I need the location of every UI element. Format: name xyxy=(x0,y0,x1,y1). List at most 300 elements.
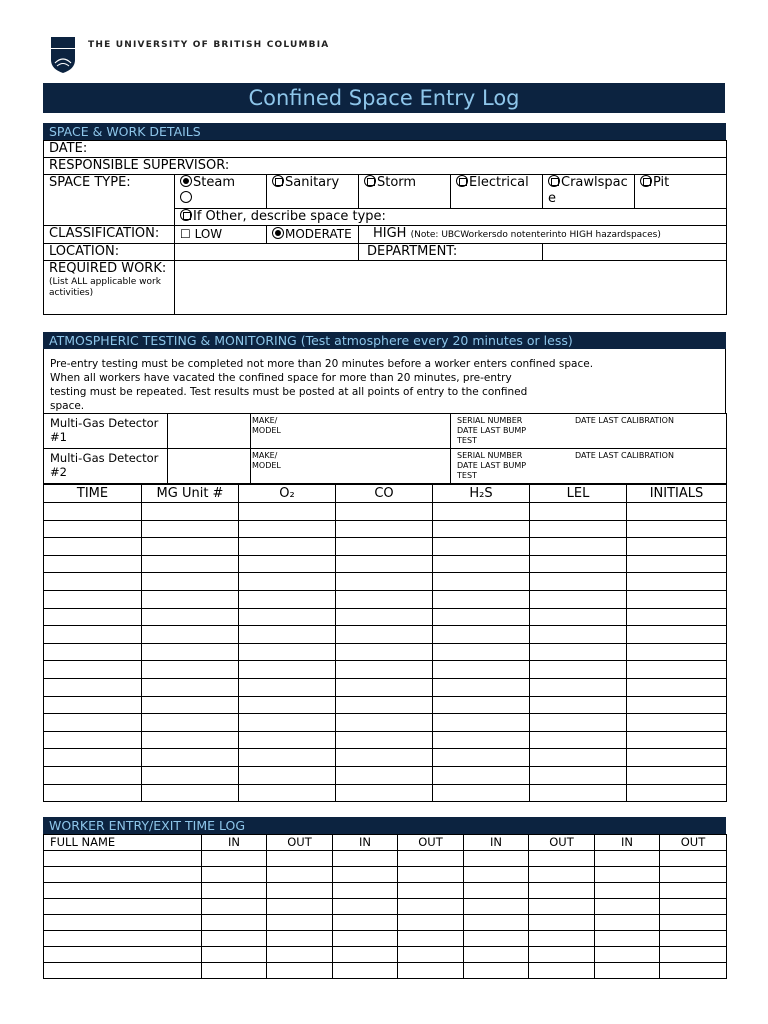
reading-cell[interactable] xyxy=(336,784,433,802)
time-cell[interactable] xyxy=(464,867,529,883)
university-name: THE UNIVERSITY OF BRITISH COLUMBIA xyxy=(88,40,330,50)
reading-cell[interactable] xyxy=(336,643,433,661)
reading-cell[interactable] xyxy=(627,555,727,573)
time-cell[interactable] xyxy=(660,915,727,931)
time-cell[interactable] xyxy=(333,883,398,899)
reading-cell[interactable] xyxy=(530,731,627,749)
time-cell[interactable] xyxy=(398,883,464,899)
option-label: Storm xyxy=(377,175,417,190)
time-cell[interactable] xyxy=(398,867,464,883)
location-label: LOCATION: xyxy=(44,244,175,261)
reading-cell[interactable] xyxy=(336,555,433,573)
radio-icon[interactable] xyxy=(548,175,560,187)
table-row xyxy=(44,643,727,661)
reading-cell[interactable] xyxy=(44,538,142,556)
reading-cell[interactable] xyxy=(239,520,336,538)
atmospheric-testing-section xyxy=(43,332,726,802)
time-cell[interactable] xyxy=(333,867,398,883)
reading-cell[interactable] xyxy=(239,678,336,696)
calibration-label: DATE LAST CALIBRATION xyxy=(575,416,674,425)
radio-icon[interactable] xyxy=(272,175,284,187)
reading-cell[interactable] xyxy=(433,538,530,556)
column-header: IN xyxy=(333,835,398,851)
reading-cell[interactable] xyxy=(142,731,239,749)
reading-cell[interactable] xyxy=(336,626,433,644)
time-cell[interactable] xyxy=(660,899,727,915)
reading-cell[interactable] xyxy=(44,520,142,538)
required-work-cell xyxy=(44,261,175,315)
reading-cell[interactable] xyxy=(336,573,433,591)
classification-label: CLASSIFICATION: xyxy=(44,226,175,244)
reading-cell[interactable] xyxy=(530,766,627,784)
time-cell[interactable] xyxy=(595,947,660,963)
column-header: OUT xyxy=(267,835,333,851)
time-cell[interactable] xyxy=(464,883,529,899)
table-row xyxy=(44,766,727,784)
reading-cell[interactable] xyxy=(142,696,239,714)
reading-cell[interactable] xyxy=(433,573,530,591)
reading-cell[interactable] xyxy=(336,590,433,608)
reading-cell[interactable] xyxy=(239,555,336,573)
table-row xyxy=(44,608,727,626)
radio-icon[interactable] xyxy=(180,209,192,221)
time-cell[interactable] xyxy=(202,883,267,899)
time-cell[interactable] xyxy=(595,915,660,931)
checkbox-icon[interactable]: ☐ xyxy=(180,227,191,241)
reading-cell[interactable] xyxy=(142,573,239,591)
table-row xyxy=(44,731,727,749)
reading-cell[interactable] xyxy=(44,590,142,608)
time-cell[interactable] xyxy=(529,963,595,979)
time-cell[interactable] xyxy=(333,851,398,867)
reading-cell[interactable] xyxy=(433,678,530,696)
reading-cell[interactable] xyxy=(627,678,727,696)
reading-cell[interactable] xyxy=(44,749,142,767)
reading-cell[interactable] xyxy=(433,608,530,626)
reading-cell[interactable] xyxy=(336,608,433,626)
reading-cell[interactable] xyxy=(530,749,627,767)
option-label: HIGH xyxy=(373,226,407,241)
reading-cell[interactable] xyxy=(239,503,336,521)
space-type-sanitary-option[interactable] xyxy=(267,175,359,209)
time-cell[interactable] xyxy=(267,931,333,947)
time-cell[interactable] xyxy=(660,963,727,979)
time-cell[interactable] xyxy=(464,915,529,931)
reading-cell[interactable] xyxy=(433,784,530,802)
time-cell[interactable] xyxy=(202,867,267,883)
instruction-line: When all workers have vacated the confined space for more than 20 minutes, pre-entry xyxy=(50,372,512,384)
column-header: OUT xyxy=(660,835,727,851)
reading-cell[interactable] xyxy=(239,696,336,714)
reading-cell[interactable] xyxy=(627,573,727,591)
reading-cell[interactable] xyxy=(433,749,530,767)
section-heading: ATMOSPHERIC TESTING & MONITORING (Test atmosphere every 20 minutes or less) xyxy=(43,332,726,349)
reading-cell[interactable] xyxy=(530,608,627,626)
option-label: Crawlspace xyxy=(548,175,628,206)
radio-icon[interactable] xyxy=(640,175,652,187)
testing-instructions xyxy=(43,349,726,413)
option-label: Pit xyxy=(653,175,670,190)
reading-cell[interactable] xyxy=(627,661,727,679)
supervisor-label: RESPONSIBLE SUPERVISOR: xyxy=(49,158,230,173)
radio-icon[interactable] xyxy=(180,191,192,203)
detector-1-field[interactable] xyxy=(168,414,251,449)
reading-cell[interactable] xyxy=(530,520,627,538)
reading-cell[interactable] xyxy=(530,661,627,679)
reading-cell[interactable] xyxy=(142,643,239,661)
full-name-cell[interactable] xyxy=(44,963,202,979)
reading-cell[interactable] xyxy=(142,555,239,573)
time-cell[interactable] xyxy=(660,931,727,947)
table-row xyxy=(44,503,727,521)
date-field[interactable] xyxy=(44,141,727,158)
table-row xyxy=(44,590,727,608)
detector-table xyxy=(43,413,727,484)
radio-selected-icon[interactable] xyxy=(272,227,284,239)
time-cell[interactable] xyxy=(398,915,464,931)
time-cell[interactable] xyxy=(333,915,398,931)
supervisor-field[interactable] xyxy=(44,158,727,175)
time-cell[interactable] xyxy=(202,947,267,963)
reading-cell[interactable] xyxy=(530,590,627,608)
time-cell[interactable] xyxy=(660,883,727,899)
reading-cell[interactable] xyxy=(239,590,336,608)
full-name-cell[interactable] xyxy=(44,883,202,899)
reading-cell[interactable] xyxy=(530,555,627,573)
reading-cell[interactable] xyxy=(530,538,627,556)
make-model-label: MAKE/ MODEL xyxy=(252,451,281,470)
page-title: Confined Space Entry Log xyxy=(43,83,725,113)
reading-cell[interactable] xyxy=(433,503,530,521)
bump-test-label: DATE LAST BUMP TEST xyxy=(457,461,527,480)
time-cell[interactable] xyxy=(595,899,660,915)
reading-cell[interactable] xyxy=(44,696,142,714)
reading-cell[interactable] xyxy=(433,626,530,644)
time-cell[interactable] xyxy=(398,899,464,915)
reading-cell[interactable] xyxy=(239,538,336,556)
table-row xyxy=(44,555,727,573)
time-cell[interactable] xyxy=(595,883,660,899)
time-cell[interactable] xyxy=(464,931,529,947)
time-cell[interactable] xyxy=(398,931,464,947)
reading-cell[interactable] xyxy=(433,590,530,608)
table-row xyxy=(44,626,727,644)
department-field[interactable] xyxy=(543,244,727,261)
time-cell[interactable] xyxy=(595,963,660,979)
reading-cell[interactable] xyxy=(142,590,239,608)
table-row xyxy=(44,963,727,979)
class-low-option[interactable] xyxy=(175,226,267,244)
make-model-field[interactable] xyxy=(251,449,451,484)
table-row xyxy=(44,851,727,867)
reading-cell[interactable] xyxy=(44,626,142,644)
time-cell[interactable] xyxy=(333,931,398,947)
reading-cell[interactable] xyxy=(336,714,433,732)
time-cell[interactable] xyxy=(464,947,529,963)
reading-cell[interactable] xyxy=(627,731,727,749)
time-cell[interactable] xyxy=(529,883,595,899)
reading-cell[interactable] xyxy=(44,555,142,573)
option-label: Electrical xyxy=(469,175,529,190)
option-label: LOW xyxy=(194,227,223,241)
instruction-line: testing must be repeated. Test results must be posted at all points of entry to the confined xyxy=(50,386,528,398)
table-row xyxy=(44,899,727,915)
reading-cell[interactable] xyxy=(239,784,336,802)
full-name-cell[interactable] xyxy=(44,899,202,915)
reading-cell[interactable] xyxy=(627,749,727,767)
time-cell[interactable] xyxy=(398,963,464,979)
reading-cell[interactable] xyxy=(627,696,727,714)
required-work-hint: (List ALL applicable work activities) xyxy=(49,277,161,298)
reading-cell[interactable] xyxy=(530,643,627,661)
table-row xyxy=(44,538,727,556)
column-header: OUT xyxy=(529,835,595,851)
table-row xyxy=(44,678,727,696)
time-cell[interactable] xyxy=(267,963,333,979)
reading-cell[interactable] xyxy=(142,503,239,521)
reading-cell[interactable] xyxy=(627,590,727,608)
reading-cell[interactable] xyxy=(239,643,336,661)
option-label: Sanitary xyxy=(285,175,340,190)
reading-cell[interactable] xyxy=(336,731,433,749)
space-type-electrical-option[interactable] xyxy=(451,175,543,209)
reading-cell[interactable] xyxy=(44,503,142,521)
column-header: LEL xyxy=(530,485,627,503)
column-header: CO xyxy=(336,485,433,503)
reading-cell[interactable] xyxy=(44,714,142,732)
reading-cell[interactable] xyxy=(433,766,530,784)
time-cell[interactable] xyxy=(660,947,727,963)
reading-cell[interactable] xyxy=(142,714,239,732)
reading-cell[interactable] xyxy=(44,661,142,679)
reading-cell[interactable] xyxy=(433,731,530,749)
space-type-steam-option[interactable] xyxy=(175,175,267,209)
time-cell[interactable] xyxy=(202,931,267,947)
table-row xyxy=(44,661,727,679)
reading-cell[interactable] xyxy=(239,714,336,732)
time-cell[interactable] xyxy=(267,899,333,915)
make-model-field[interactable] xyxy=(251,414,451,449)
reading-cell[interactable] xyxy=(239,661,336,679)
reading-cell[interactable] xyxy=(433,643,530,661)
time-cell[interactable] xyxy=(267,867,333,883)
section-heading: SPACE & WORK DETAILS xyxy=(43,123,726,140)
time-cell[interactable] xyxy=(333,899,398,915)
reading-cell[interactable] xyxy=(142,766,239,784)
reading-cell[interactable] xyxy=(627,538,727,556)
reading-cell[interactable] xyxy=(239,749,336,767)
reading-cell[interactable] xyxy=(44,766,142,784)
bump-test-label: DATE LAST BUMP TEST xyxy=(457,426,527,445)
full-name-cell[interactable] xyxy=(44,947,202,963)
space-type-other-field[interactable] xyxy=(175,209,727,226)
time-cell[interactable] xyxy=(202,915,267,931)
reading-cell[interactable] xyxy=(142,784,239,802)
reading-cell[interactable] xyxy=(239,626,336,644)
detector-2-label: Multi-Gas Detector #2 xyxy=(44,449,168,484)
reading-cell[interactable] xyxy=(530,714,627,732)
option-label: MODERATE xyxy=(285,227,352,241)
table-row xyxy=(44,573,727,591)
time-cell[interactable] xyxy=(660,867,727,883)
full-name-cell[interactable] xyxy=(44,867,202,883)
full-name-cell[interactable] xyxy=(44,931,202,947)
reading-cell[interactable] xyxy=(239,608,336,626)
time-cell[interactable] xyxy=(529,851,595,867)
time-cell[interactable] xyxy=(267,851,333,867)
detector-1-label: Multi-Gas Detector #1 xyxy=(44,414,168,449)
reading-cell[interactable] xyxy=(336,503,433,521)
radio-icon[interactable] xyxy=(456,175,468,187)
time-cell[interactable] xyxy=(202,899,267,915)
column-header: MG Unit # xyxy=(142,485,239,503)
time-cell[interactable] xyxy=(333,947,398,963)
reading-cell[interactable] xyxy=(433,555,530,573)
department-label: DEPARTMENT: xyxy=(359,244,543,261)
reading-cell[interactable] xyxy=(627,784,727,802)
space-type-pit-option[interactable] xyxy=(635,175,727,209)
radio-selected-icon[interactable] xyxy=(180,175,192,187)
reading-cell[interactable] xyxy=(530,626,627,644)
reading-cell[interactable] xyxy=(142,608,239,626)
time-cell[interactable] xyxy=(464,851,529,867)
space-type-crawlspace-option[interactable] xyxy=(543,175,635,209)
reading-cell[interactable] xyxy=(433,714,530,732)
space-work-details-section xyxy=(43,123,726,315)
required-work-field[interactable] xyxy=(175,261,727,315)
time-cell[interactable] xyxy=(398,947,464,963)
time-cell[interactable] xyxy=(202,963,267,979)
reading-cell[interactable] xyxy=(44,784,142,802)
column-header: TIME xyxy=(44,485,142,503)
time-cell[interactable] xyxy=(660,851,727,867)
reading-cell[interactable] xyxy=(44,608,142,626)
ubc-crest-logo xyxy=(50,36,76,74)
reading-cell[interactable] xyxy=(530,503,627,521)
serial-number-label: SERIAL NUMBER xyxy=(457,451,523,460)
class-moderate-option[interactable] xyxy=(267,226,359,244)
reading-cell[interactable] xyxy=(44,573,142,591)
reading-cell[interactable] xyxy=(239,731,336,749)
column-header: IN xyxy=(595,835,660,851)
instruction-line: Pre-entry testing must be completed not more than 20 minutes before a worker enters confined space. xyxy=(50,358,594,370)
table-row xyxy=(44,696,727,714)
reading-cell[interactable] xyxy=(239,573,336,591)
reading-cell[interactable] xyxy=(142,678,239,696)
reading-cell[interactable] xyxy=(142,626,239,644)
reading-cell[interactable] xyxy=(336,749,433,767)
high-hazard-note: (Note: UBCWorkersdo notenterinto HIGH hazardspaces) xyxy=(410,230,661,240)
reading-cell[interactable] xyxy=(142,520,239,538)
table-row xyxy=(44,947,727,963)
time-cell[interactable] xyxy=(529,915,595,931)
calibration-label: DATE LAST CALIBRATION xyxy=(575,451,674,460)
reading-cell[interactable] xyxy=(433,520,530,538)
required-work-label: REQUIRED WORK: xyxy=(49,261,167,276)
reading-cell[interactable] xyxy=(239,766,336,784)
reading-cell[interactable] xyxy=(530,573,627,591)
reading-cell[interactable] xyxy=(627,714,727,732)
reading-cell[interactable] xyxy=(336,661,433,679)
serial-calibration-bump-field[interactable] xyxy=(451,414,727,449)
column-header: IN xyxy=(202,835,267,851)
detector-2-field[interactable] xyxy=(168,449,251,484)
table-row xyxy=(44,883,727,899)
time-cell[interactable] xyxy=(267,915,333,931)
time-cell[interactable] xyxy=(529,867,595,883)
reading-cell[interactable] xyxy=(627,503,727,521)
time-cell[interactable] xyxy=(529,899,595,915)
section-heading: WORKER ENTRY/EXIT TIME LOG xyxy=(43,817,726,834)
time-cell[interactable] xyxy=(267,883,333,899)
reading-cell[interactable] xyxy=(44,731,142,749)
radio-icon[interactable] xyxy=(364,175,376,187)
date-label: DATE: xyxy=(49,141,88,156)
reading-cell[interactable] xyxy=(530,678,627,696)
worker-entry-exit-section xyxy=(43,817,726,979)
reading-cell[interactable] xyxy=(142,661,239,679)
make-model-label: MAKE/ MODEL xyxy=(252,416,281,435)
class-high-option[interactable] xyxy=(359,226,727,244)
reading-cell[interactable] xyxy=(627,766,727,784)
time-cell[interactable] xyxy=(267,947,333,963)
space-type-storm-option[interactable] xyxy=(359,175,451,209)
time-cell[interactable] xyxy=(202,851,267,867)
reading-cell[interactable] xyxy=(627,520,727,538)
reading-cell[interactable] xyxy=(627,608,727,626)
reading-cell[interactable] xyxy=(142,538,239,556)
serial-calibration-bump-field[interactable] xyxy=(451,449,727,484)
time-cell[interactable] xyxy=(464,963,529,979)
instruction-line: space. xyxy=(50,400,85,412)
column-header: OUT xyxy=(398,835,464,851)
location-field[interactable] xyxy=(175,244,359,261)
reading-cell[interactable] xyxy=(336,696,433,714)
time-cell[interactable] xyxy=(595,931,660,947)
reading-cell[interactable] xyxy=(44,643,142,661)
time-cell[interactable] xyxy=(333,963,398,979)
column-header: H₂S xyxy=(433,485,530,503)
full-name-cell[interactable] xyxy=(44,915,202,931)
column-header: FULL NAME xyxy=(44,835,202,851)
reading-cell[interactable] xyxy=(336,538,433,556)
table-row xyxy=(44,520,727,538)
reading-cell[interactable] xyxy=(627,626,727,644)
time-cell[interactable] xyxy=(464,899,529,915)
reading-cell[interactable] xyxy=(336,766,433,784)
reading-cell[interactable] xyxy=(530,696,627,714)
reading-cell[interactable] xyxy=(336,520,433,538)
reading-cell[interactable] xyxy=(336,678,433,696)
table-row xyxy=(44,931,727,947)
table-row xyxy=(44,915,727,931)
reading-cell[interactable] xyxy=(44,678,142,696)
time-cell[interactable] xyxy=(398,851,464,867)
time-cell[interactable] xyxy=(595,867,660,883)
monitoring-table xyxy=(43,484,727,802)
time-cell[interactable] xyxy=(529,947,595,963)
reading-cell[interactable] xyxy=(433,696,530,714)
full-name-cell[interactable] xyxy=(44,851,202,867)
table-row xyxy=(44,867,727,883)
reading-cell[interactable] xyxy=(627,643,727,661)
column-header: INITIALS xyxy=(627,485,727,503)
time-cell[interactable] xyxy=(595,851,660,867)
reading-cell[interactable] xyxy=(530,784,627,802)
time-cell[interactable] xyxy=(529,931,595,947)
reading-cell[interactable] xyxy=(142,749,239,767)
reading-cell[interactable] xyxy=(433,661,530,679)
